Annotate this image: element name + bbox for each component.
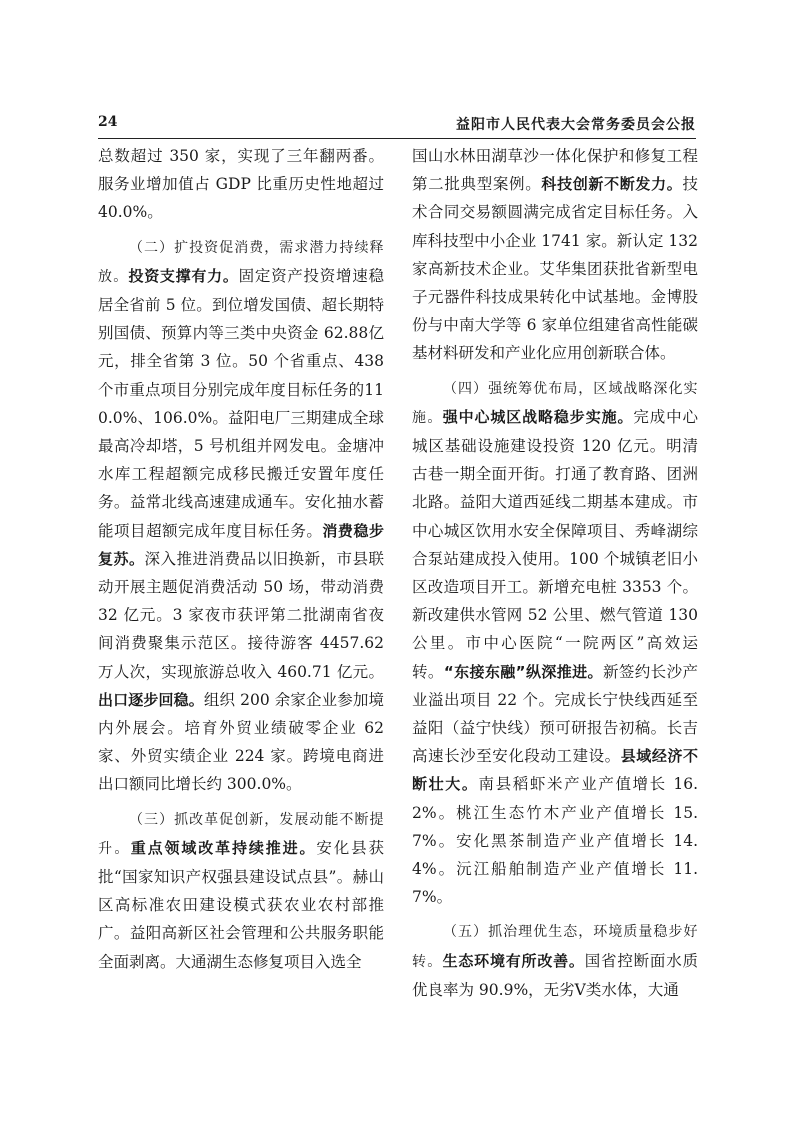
bold-lead: 投资支撑有力。 — [128, 266, 239, 285]
journal-title: 益阳市人民代表大会常务委员会公报 — [456, 117, 696, 133]
body-text: 总数超过 350 家，实现了三年翻两番。服务业增加值占 GDP 比重历史性地超过40.0%。 — [98, 147, 384, 222]
body-text: 新签约长沙产业溢出项目 22 个。完成长宁快线西延至益阳（益宁快线）预可研报告初稿。长吉高速长沙至安化段动工建设。 — [412, 662, 698, 766]
header-rule — [98, 138, 696, 139]
section-heading: （五）抓治理优生态，环境质量稳步好转。 — [412, 924, 698, 970]
bold-lead: 县域经济不断壮大。 — [412, 747, 698, 794]
paragraph — [98, 805, 384, 976]
body-text: 国山水林田湖草沙一体化保护和修复工程第二批典型案例。 — [412, 147, 698, 194]
bold-lead: 重点领域改革持续推进。 — [130, 838, 317, 857]
bold-lead: “东接东融”纵深推进。 — [443, 662, 603, 681]
page-header — [98, 114, 696, 136]
bold-lead: 消费稳步复苏。 — [98, 521, 384, 568]
body-text: 固定资产投资增速稳居全省前 5 位。到位增发国债、超长期特别国债、预算内等三类中央资金 62.88亿元，排全省第 3 位。50 个省重点、438 个市重点项目分别完成年度目标任务的110.0%、106.0%。益阳电厂三期建成全球最高冷却塔，5 号机组并网发电。金塘冲水库工程超额完成移民搬迁安置年度任务。益常北线高速建成通车。安化抽水蓄能项目超额完成年度目标任务。 — [98, 266, 384, 540]
body-text: 组织 200 余家企业参加境内外展会。培育外贸业绩破零企业 62 家、外贸实绩企业 224 家。跨境电商进出口额同比增长约 300.0%。 — [98, 690, 384, 794]
body-text: 技术合同交易额圆满完成省定目标任务。入库科技型中小企业 1741 家。新认定 132 家高新技术企业。艾华集团获批省新型电子元器件科技成果转化中试基地。金博股份与中南大学等 6 家单位组建省高性能碳基材料研发和产业化应用创新联合体。 — [412, 175, 698, 363]
paragraph — [98, 233, 384, 799]
page-number: 24 — [98, 114, 118, 130]
section-heading: （四）强统筹优布局，区域战略深化实施。 — [412, 380, 698, 426]
left-column — [98, 142, 384, 976]
body-text: 南县稻虾米产业产值增长 16.2%。桃江生态竹木产业产值增长 15.7%。安化黑茶制造产业产值增长 14.4%。沅江船舶制造产业产值增长 11.7%。 — [412, 775, 698, 907]
paragraph — [412, 374, 698, 912]
bold-lead: 强中心城区战略稳步实施。 — [442, 407, 634, 426]
body-text: 国省控断面水质优良率为 90.9%，无劣Ⅴ类水体，大通 — [412, 951, 698, 999]
body-text: 深入推进消费品以旧换新，市县联动开展主题促消费活动 50 场，带动消费32 亿元。3 家夜市获评第二批湖南省夜间消费聚集示范区。接待游客 4457.62 万人次，实现旅游总收入 460.71 亿元。 — [98, 549, 384, 681]
section-heading: （二）扩投资促消费，需求潜力持续释放。 — [98, 239, 384, 285]
paragraph — [412, 142, 698, 368]
bold-lead: 生态环境有所改善。 — [442, 951, 585, 970]
bold-lead: 科技创新不断发力。 — [541, 175, 683, 194]
body-text: 安化县获批“国家知识产权强县建设试点县”。赫山区高标准农田建设模式获农业农村部推广。益阳高新区社会管理和公共服务职能全面剥离。大通湖生态修复项目入选全 — [98, 838, 384, 971]
section-heading: （三）抓改革促创新，发展动能不断提升。 — [98, 811, 384, 857]
paragraph — [412, 917, 698, 1004]
paragraph — [98, 142, 384, 227]
body-text: 完成中心城区基础设施建设投资 120 亿元。明清古巷一期全面开街。打通了教育路、团洲北路。益阳大道西延线二期基本建成。市中心城区饮用水安全保障项目、秀峰湖综合泵站建成投入使用。100 个城镇老旧小区改造项目开工。新增充电桩 3353 个。新改建供水管网 52 公里、燃气管道 130 公里。市中心医院“一院两区”高效运转。 — [412, 407, 698, 681]
bold-lead: 出口逐步回稳。 — [98, 690, 204, 709]
right-column — [412, 142, 698, 1004]
